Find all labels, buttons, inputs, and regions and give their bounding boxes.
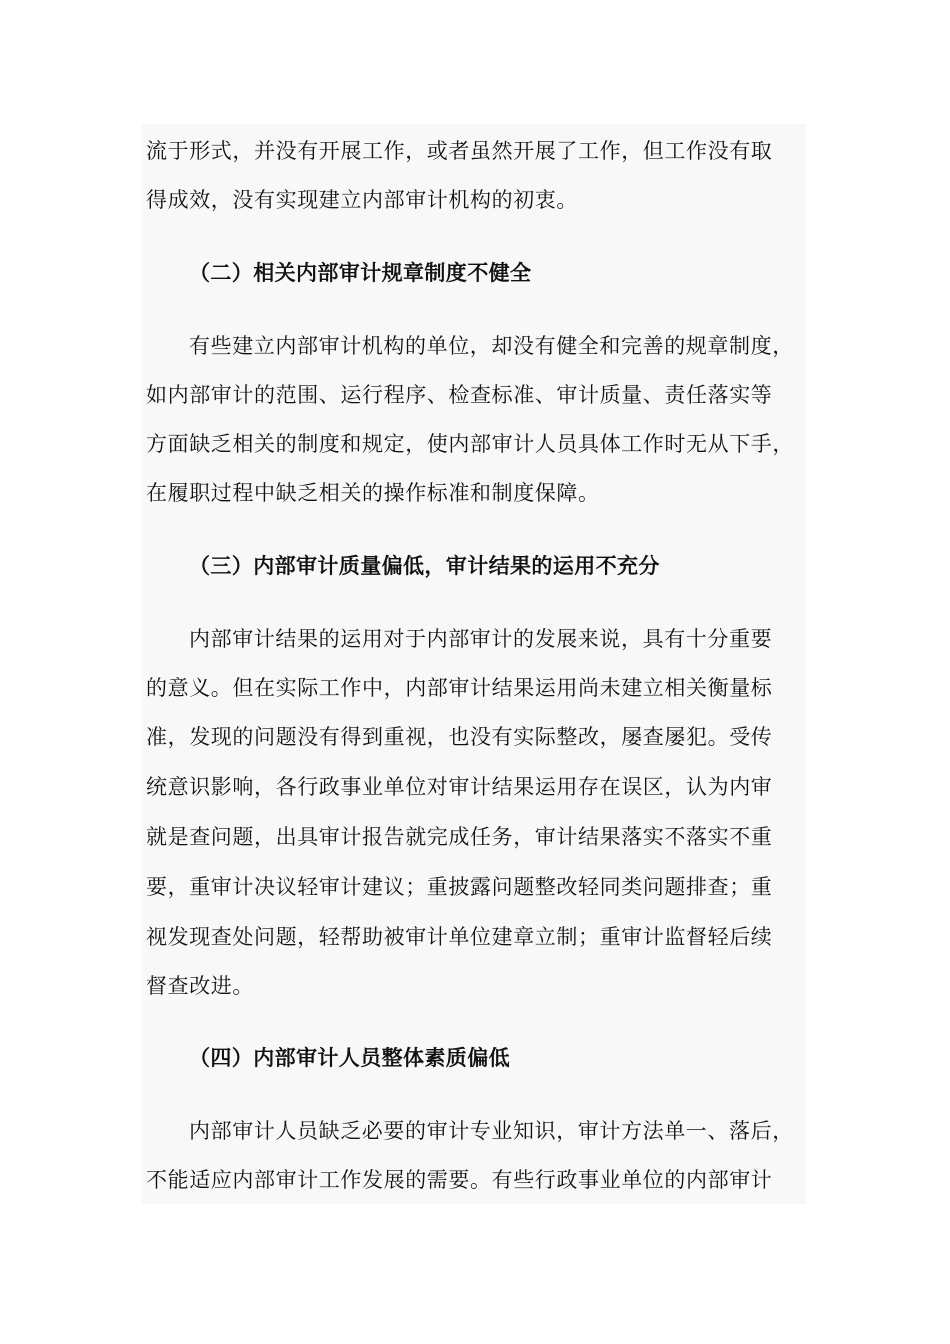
paragraph-line: 的意义。但在实际工作中，内部审计结果运用尚未建立相关衡量标 xyxy=(146,676,773,700)
paragraph-line: 准，发现的问题没有得到重视，也没有实际整改，屡查屡犯。受传 xyxy=(146,725,773,749)
paragraph-line: 内部审计结果的运用对于内部审计的发展来说，具有十分重要 xyxy=(189,627,773,651)
paragraph-line: 得成效，没有实现建立内部审计机构的初衷。 xyxy=(146,188,578,212)
paragraph-line: 方面缺乏相关的制度和规定，使内部审计人员具体工作时无从下手， xyxy=(146,432,794,456)
paragraph-line: 内部审计人员缺乏必要的审计专业知识，审计方法单一、落后， xyxy=(189,1119,794,1143)
paragraph-line: 视发现查处问题，轻帮助被审计单位建章立制；重审计监督轻后续 xyxy=(146,925,773,949)
paragraph-line: 就是查问题，出具审计报告就完成任务，审计结果落实不落实不重 xyxy=(146,825,773,849)
section-heading-2: （二）相关内部审计规章制度不健全 xyxy=(189,260,532,285)
paragraph-line: 要，重审计决议轻审计建议；重披露问题整改轻同类问题排查；重 xyxy=(146,875,773,899)
paragraph-line: 不能适应内部审计工作发展的需要。有些行政事业单位的内部审计 xyxy=(146,1168,773,1192)
paragraph-line: 在履职过程中缺乏相关的操作标准和制度保障。 xyxy=(146,481,600,505)
paragraph-line: 有些建立内部审计机构的单位，却没有健全和完善的规章制度， xyxy=(189,334,794,358)
section-heading-3: （三）内部审计质量偏低，审计结果的运用不充分 xyxy=(189,553,660,578)
paragraph-line: 如内部审计的范围、运行程序、检查标准、审计质量、责任落实等 xyxy=(146,383,773,407)
paragraph-line: 督查改进。 xyxy=(146,974,254,998)
paragraph-line: 流于形式，并没有开展工作，或者虽然开展了工作，但工作没有取 xyxy=(146,139,773,163)
section-heading-4: （四）内部审计人员整体素质偏低 xyxy=(189,1045,510,1070)
paragraph-line: 统意识影响，各行政事业单位对审计结果运用存在误区，认为内审 xyxy=(146,775,773,799)
